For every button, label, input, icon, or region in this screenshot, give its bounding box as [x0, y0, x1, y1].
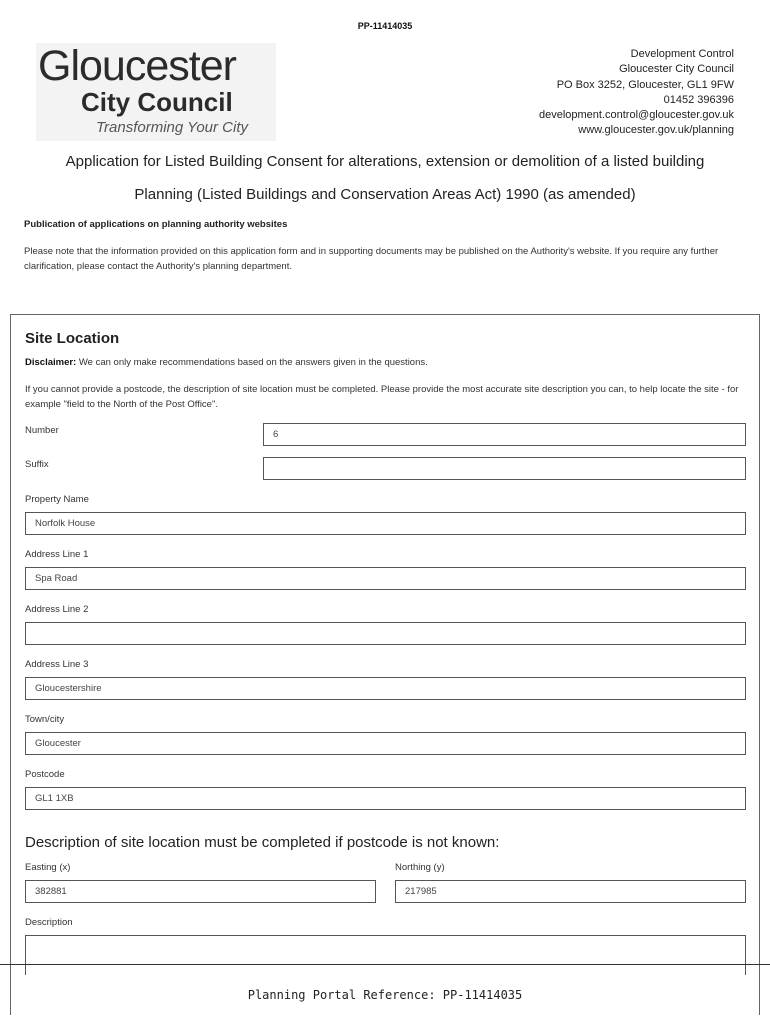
property-name-field[interactable]: Norfolk House: [25, 512, 746, 535]
publication-note: Please note that the information provided on this application form and in supporting documents may be published on the Authority's website. If you require any further clarification, please contact the Authority's planning department.: [24, 246, 719, 272]
suffix-label: Suffix: [25, 459, 49, 470]
site-location-intro: If you cannot provide a postcode, the description of site location must be completed. Please provide the most accurate site description you can, to help locate the site - for example "field to the North of the Post Office".: [25, 384, 739, 410]
easting-label: Easting (x): [25, 862, 71, 873]
section-title: Site Location: [25, 330, 120, 347]
contact-council: Gloucester City Council: [619, 63, 734, 76]
contact-department: Development Control: [630, 48, 734, 60]
publication-heading: Publication of applications on planning authority websites: [24, 219, 288, 230]
disclaimer-label: Disclaimer:: [25, 357, 77, 368]
number-label: Number: [25, 425, 59, 436]
address-line-2-label: Address Line 2: [25, 604, 89, 615]
logo-wordmark: Gloucester: [38, 42, 236, 90]
disclaimer: [25, 357, 428, 368]
easting-field[interactable]: 382881: [25, 880, 376, 903]
contact-email: development.control@gloucester.gov.uk: [538, 109, 734, 122]
town-label: Town/city: [25, 714, 65, 725]
address-line-1-label: Address Line 1: [25, 549, 89, 560]
logo-tagline: Transforming Your City: [96, 119, 248, 136]
reference-number: PP-11414035: [357, 21, 413, 31]
northing-field[interactable]: 217985: [395, 880, 746, 903]
northing-label: Northing (y): [395, 862, 445, 873]
address-line-1-field[interactable]: Spa Road: [25, 567, 746, 590]
property-name-label: Property Name: [25, 494, 89, 505]
number-field[interactable]: 6: [263, 423, 746, 446]
footer-reference: Planning Portal Reference: PP-11414035: [247, 988, 523, 1002]
address-line-3-label: Address Line 3: [25, 659, 89, 670]
council-logo: [36, 43, 276, 141]
form-act-title: Planning (Listed Buildings and Conservation Areas Act) 1990 (as amended): [134, 186, 636, 203]
town-field[interactable]: Gloucester: [25, 732, 746, 755]
address-line-3-field[interactable]: Gloucestershire: [25, 677, 746, 700]
contact-address: PO Box 3252, Gloucester, GL1 9FW: [556, 78, 734, 91]
postcode-label: Postcode: [25, 769, 65, 780]
disclaimer-text: We can only make recommendations based on the answers given in the questions.: [76, 357, 428, 368]
footer-divider: [0, 964, 770, 965]
postcode-field[interactable]: GL1 1XB: [25, 787, 746, 810]
description-label: Description: [25, 917, 73, 928]
contact-block: [539, 47, 734, 139]
description-heading: Description of site location must be completed if postcode is not known:: [25, 834, 500, 851]
logo-subtitle: City Council: [81, 87, 233, 117]
contact-website: www.gloucester.gov.uk/planning: [578, 124, 734, 137]
address-line-2-field[interactable]: [25, 622, 746, 645]
contact-phone: 01452 396396: [663, 93, 734, 106]
form-title: Application for Listed Building Consent for alterations, extension or demolition of a listed building: [65, 153, 705, 170]
suffix-field[interactable]: [263, 457, 746, 480]
description-field[interactable]: [25, 935, 746, 975]
site-location-section: [10, 314, 760, 1015]
